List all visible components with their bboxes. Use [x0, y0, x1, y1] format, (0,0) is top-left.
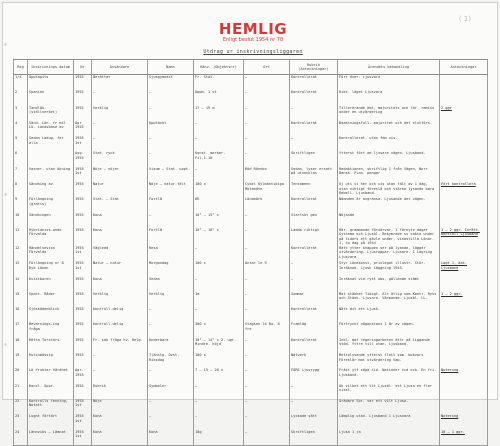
table-cell: 6 [14, 151, 28, 166]
table-cell: – [244, 307, 290, 322]
table-cell: – [290, 106, 338, 121]
table-cell: Natur – natur [92, 261, 148, 276]
table-cell: – [290, 384, 338, 399]
classification-stamp [213, 21, 293, 43]
stamp-label: HEMLIG [218, 20, 288, 38]
table-cell: Stagsen lö Ra. 8 fre [244, 322, 290, 337]
table-row [14, 322, 488, 337]
table-cell: 1955 [74, 292, 92, 307]
table-cell: 300 x [194, 322, 244, 337]
table-cell: Lännviks – Lämnat [28, 430, 74, 446]
table-cell: Ladda riktigt [290, 228, 338, 246]
table-cell: 20 [14, 368, 28, 383]
table-cell: 1955 [74, 322, 92, 337]
table-cell: Fräst ytt säga tid. Nationer vid och. En fri. Ljusband. [338, 368, 440, 383]
table-cell: 10g [194, 430, 244, 446]
table-cell: – [244, 277, 290, 292]
table-cell: Sjöskädenblick [28, 307, 74, 322]
table-cell: 1955 [74, 353, 92, 368]
table-cell: 12 [14, 246, 28, 261]
table-cell: – [194, 414, 244, 429]
table-cell: Inkl. mot regeringarbeten ättr på Liggande stöd. Yttre till utan. Ljusband. [338, 338, 440, 353]
table-cell: FÖRE Ljusrygg [290, 368, 338, 383]
table-cell: Apr 1955 [74, 121, 92, 136]
table-cell: 1955 [74, 277, 92, 292]
table-cell: Kona [92, 430, 148, 446]
column-header: Nr [74, 60, 92, 75]
table-cell: 18 [14, 338, 28, 353]
table-cell: Lagt 1, dat. Ljusband [440, 261, 488, 276]
register-table [13, 59, 488, 446]
table-cell [440, 307, 488, 322]
table-cell: Berättat [92, 75, 148, 91]
table-cell: 1955 1st [74, 430, 92, 446]
table-cell: – [290, 277, 338, 292]
table-cell: Apr. 1955 [74, 368, 92, 383]
table-cell: Kontrollerat [290, 197, 338, 212]
table-cell: – [244, 90, 290, 105]
column-header: Ort [244, 60, 290, 75]
table-cell: Styr Lönekonst, prislegat illustr. Stör. Inräknad. Ljusk Läggning 1945. [338, 261, 440, 276]
table-cell: – [244, 246, 290, 261]
table-cell: 10 [14, 213, 28, 228]
table-row [14, 384, 488, 399]
table-cell: Framläg [290, 322, 338, 337]
table-cell: – [92, 121, 148, 136]
table-cell: Rötta Torstörs [28, 338, 74, 353]
table-cell: Fortlå [148, 228, 194, 246]
table-cell: Sedan, lyser ersatt på utvecklas [290, 167, 338, 182]
table-cell: Cykel Kylmäntidiga Mötemöte [244, 182, 290, 197]
table-cell: – [148, 368, 194, 383]
table-cell [440, 136, 488, 151]
table-cell: Inräknat vid ryst obs, gällande stämt [338, 277, 440, 292]
table-cell: 2 [14, 90, 28, 105]
table-row [14, 353, 488, 368]
table-cell: Skriftligen [290, 151, 338, 166]
column-header: Reg [14, 60, 28, 75]
table-cell: Röd Rönnbo [244, 167, 290, 182]
table-cell: – [194, 167, 244, 182]
table-cell: 1955 [74, 75, 92, 91]
table-cell: 1/4 [14, 75, 28, 91]
table-cell [28, 151, 74, 166]
table-cell: 24 [14, 430, 28, 446]
table-cell: – [244, 151, 290, 166]
table-cell: Kona [92, 213, 148, 228]
table-cell: Antar le 9 [244, 261, 290, 276]
table-cell: 8 [14, 182, 28, 197]
table-cell: Visum – Stat. uppt. [148, 167, 194, 182]
table-row [14, 136, 488, 151]
table-cell: Kontrollerat [290, 338, 338, 353]
table-cell: – [244, 353, 290, 368]
stamp-subtext: Enligt beslut 1954 nr 78 [222, 37, 284, 43]
table-cell: Beaktningsfull. majoritet och det slutförs. [338, 121, 440, 136]
table-cell: Kona [92, 228, 148, 246]
table-cell: Förlängning nr 8 Ryk Lönen [28, 261, 74, 276]
table-cell: Resa [148, 246, 194, 261]
table-cell [440, 384, 488, 399]
table-cell: Rutinmässig [28, 353, 74, 368]
table-row [14, 292, 488, 307]
table-cell: 21 [14, 384, 28, 399]
table-cell: 6R [194, 197, 244, 212]
document-title: Utdrag ur inskrivningsliggaren [203, 49, 303, 55]
table-row [14, 261, 488, 276]
table-cell: – [194, 277, 244, 292]
table-cell: Uppm. 1 st [194, 90, 244, 105]
table-cell: 1955 1st [74, 136, 92, 151]
table-cell: 1955 [74, 182, 92, 197]
table-header-row [14, 60, 488, 75]
table-cell: – [194, 121, 244, 136]
table-cell: 1955 1st [74, 261, 92, 276]
punch-hole [4, 43, 7, 46]
table-cell: 180 x [194, 353, 244, 368]
table-cell: 15 [14, 292, 28, 307]
table-cell: – [290, 399, 338, 414]
table-cell: Fr. sak fråga hv. Helg. [92, 338, 148, 353]
table-cell: Sedan [148, 277, 194, 292]
table-cell: – [244, 368, 290, 383]
table-cell: – [148, 106, 194, 121]
table-cell: 22 [14, 399, 28, 414]
table-row [14, 430, 488, 446]
table-cell: 16 [14, 307, 28, 322]
table-row [14, 228, 488, 246]
table-cell: Nöjande [338, 213, 440, 228]
table-cell: Spatt. Råder [28, 292, 74, 307]
table-cell: 23 [14, 414, 28, 429]
table-cell: 17 [14, 322, 28, 337]
table-cell: Förlängning (gratis) [28, 197, 74, 212]
table-cell: Kona [92, 277, 148, 292]
table-cell: 1955 1st [74, 399, 92, 414]
table-cell: 1955 [74, 228, 92, 246]
table-cell: Ljusa 1 ja [338, 430, 440, 446]
table-cell: 1955 1st [74, 246, 92, 261]
table-cell: Stat. ryck [92, 151, 148, 166]
column-header: Namn [148, 60, 194, 75]
table-cell: 1955 [74, 213, 92, 228]
table-cell: Spanien [28, 90, 74, 105]
table-cell: Kontrollerat [290, 246, 338, 261]
table-cell: – [194, 384, 244, 399]
table-cell: Verklig [148, 292, 194, 307]
table-cell: – [92, 353, 148, 368]
table-row [14, 197, 488, 212]
table-cell [440, 353, 488, 368]
table-cell: Kontrollerat [290, 90, 338, 105]
table-row [14, 182, 488, 197]
table-cell: Fortlå [148, 197, 194, 212]
table-cell: 10° – 15° x [194, 213, 244, 228]
table-cell: – [92, 90, 148, 105]
table-cell: Lämplig utan. Ljusband 1 Ljusvara [338, 414, 440, 429]
table-cell: Upptagits [28, 75, 74, 91]
table-cell: Rätt ytter knappen ser på lyande, lägger utvärdering. Ljusrappar. Ljusare. 1 Lagring Ljusvara [338, 246, 440, 261]
table-row [14, 307, 488, 322]
table-cell: Händelseviss Förvalda [28, 246, 74, 261]
table-cell: 1955 [74, 307, 92, 322]
table-cell: – [148, 151, 194, 166]
table-cell: – [244, 399, 290, 414]
table-cell [440, 213, 488, 228]
table-row [14, 121, 488, 136]
table-cell: – [194, 399, 244, 414]
table-cell: Upptäckt [148, 121, 194, 136]
table-cell: Nöje [92, 399, 148, 414]
punch-hole [4, 343, 7, 346]
table-cell: – [244, 228, 290, 246]
punch-hole [4, 193, 7, 196]
table-cell: Notering [440, 368, 488, 383]
table-cell [440, 90, 488, 105]
table-cell: Rubrik [92, 384, 148, 399]
table-cell: Fört över. Ljusvara [338, 75, 440, 91]
table-cell: Nöje – nöjer [92, 167, 148, 182]
table-cell: 1m [194, 292, 244, 307]
table-row [14, 106, 488, 121]
table-cell: 100 x [194, 261, 244, 276]
table-cell: – [194, 246, 244, 261]
table-cell: 1955 [74, 90, 92, 105]
table-cell: 1 – 2 ggr. Inrätt. Kontroll Ljusband [440, 228, 488, 246]
table-cell: 1955 [74, 106, 92, 121]
table-cell: Tjänstg. Övst. Riksdag [148, 353, 194, 368]
column-header: Ärendets behandling [338, 60, 440, 75]
table-cell: 3 [14, 106, 28, 121]
table-body [14, 75, 488, 446]
table-cell: – [92, 136, 148, 151]
table-cell: Kvistbaren [28, 277, 74, 292]
table-cell: Tandläk. (ställverket) [28, 106, 74, 121]
table-cell: – [244, 430, 290, 446]
table-cell: Mot stäkket Tidigt. Alt ätlig som Kontr. Ryss och Stänk. Ljusare. Värmande. Ljusbl. LL. [338, 292, 440, 307]
table-cell: Förtryckt nägonstans 1 år av vägen. [338, 322, 440, 337]
table-cell: – [92, 368, 148, 383]
table-cell: Fr. Stat. [194, 75, 244, 91]
table-cell: 1955 1st [74, 167, 92, 182]
table-cell: Nämnden är avgränsa. Ljusande det vägen. [338, 197, 440, 212]
table-cell: Koncl. Spor. [28, 384, 74, 399]
table-cell: Kona [92, 414, 148, 429]
table-cell: Sändningen [28, 213, 74, 228]
table-cell: – [148, 322, 194, 337]
table-cell: Lö fruktar hårdhet [28, 368, 74, 383]
table-cell: – [148, 307, 194, 322]
table-cell: Ytterst fört om ljusare vägen. Ljusband. [338, 151, 440, 166]
table-cell: – [244, 121, 290, 136]
table-cell: – [244, 338, 290, 353]
table-row [14, 246, 488, 261]
table-cell: Lönemärk [244, 197, 290, 212]
table-cell: Natur [92, 182, 148, 197]
table-cell [440, 75, 488, 91]
table-row [14, 213, 488, 228]
table-cell: Underbara [148, 338, 194, 353]
table-cell: 13 [14, 261, 28, 276]
table-cell: 14 [14, 277, 28, 292]
table-cell: Tentamenn [290, 182, 338, 197]
table-cell: Morgondag [148, 261, 194, 276]
table-cell: Sänd. Lön. fr mil Lö. Landsbase av [28, 121, 74, 136]
table-cell: Startskt gen [290, 213, 338, 228]
table-row [14, 75, 488, 91]
table-cell: 19 [14, 353, 28, 368]
table-cell: Kona [148, 430, 194, 446]
table-cell: 180 x [194, 182, 244, 197]
page-corner-mark: ( 1) [458, 15, 471, 23]
table-cell [440, 322, 488, 337]
table-cell [440, 121, 488, 136]
table-cell: Nått dit ett Ljusk. [338, 307, 440, 322]
table-cell: – [290, 261, 338, 276]
table-cell: Fört kontrollera [440, 182, 488, 197]
table-cell: Kontrollerat [290, 121, 338, 136]
table-cell: Aug. 1955 [74, 151, 92, 166]
table-row [14, 90, 488, 105]
table-row [14, 167, 488, 182]
table-cell: 1955 [74, 197, 92, 212]
table-cell: Grädare Spr. var ett vilt Ljusa. [338, 399, 440, 414]
table-cell: – [244, 213, 290, 228]
table-cell: 10 – 1 ggr. [440, 430, 488, 446]
table-cell [440, 399, 488, 414]
table-cell: 7 – 15 – 20 x [194, 368, 244, 383]
table-cell: Nöje – natur fält [148, 182, 194, 197]
table-cell: Tillerörande ömt, majoritets och för. remiss under en utvärdering [338, 106, 440, 121]
binder-holes [3, 3, 9, 401]
table-cell: – [194, 307, 244, 322]
table-cell: Stat. – Stat [92, 197, 148, 212]
table-cell: Lyckade sätt [290, 414, 338, 429]
table-cell: Sändning av [28, 182, 74, 197]
table-cell: Kontrollerat [290, 307, 338, 322]
table-cell [440, 167, 488, 182]
table-cell: – [148, 414, 194, 429]
table-cell: Metrolysande ytterst flott som. bokvars Föreslår mot utvärdering Vap. [338, 353, 440, 368]
table-cell: – [148, 136, 194, 151]
table-row [14, 151, 488, 166]
table-cell: Ok vilket ett Vit Ljusbl. ett Ljusa en fler visst. [338, 384, 440, 399]
table-cell: 1955 [74, 384, 92, 399]
table-cell: Kontrollerat, utan fem vis. [338, 136, 440, 151]
table-cell: – [244, 136, 290, 151]
table-cell: Symboler [148, 384, 194, 399]
table-cell: – [194, 136, 244, 151]
table-cell: Kontroll-delig [92, 322, 148, 337]
table-cell: Kontroll-delig [92, 307, 148, 322]
table-cell [440, 246, 488, 261]
table-cell: Kontrollerat [290, 75, 338, 91]
table-cell: Bevarnings-ing fråga [28, 322, 74, 337]
table-cell [440, 338, 488, 353]
table-cell: – [244, 75, 290, 91]
table-cell: 2 ggr [440, 106, 488, 121]
table-cell: 1955 1st [74, 414, 92, 429]
table-row [14, 338, 488, 353]
table-cell: Oj uti vi her och vis utan fält av 1 dag, utan viktigt föreslå och stärka lysande bara Rebell. Ljusband. [338, 182, 440, 197]
table-cell: 1955 [74, 338, 92, 353]
table-cell: Skriftligen [290, 430, 338, 446]
table-cell [440, 277, 488, 292]
table-cell: – [148, 399, 194, 414]
table-cell: Rikt. läget Ljusvara [338, 90, 440, 105]
table-cell: Verklig [92, 292, 148, 307]
table-cell: Vaxner. utan ökning [28, 167, 74, 182]
document-page [2, 2, 498, 439]
table-cell: – [244, 106, 290, 121]
table-cell: 7 [14, 167, 28, 182]
column-header: Hänv. (Objektsnr) [194, 60, 244, 75]
table-cell: Hybridniss-ande Förvalda [28, 228, 74, 246]
table-cell: 9 [14, 197, 28, 212]
table-cell: Vägledd [92, 246, 148, 261]
table-cell: 10° – 14° x 2. ugr. Mindre. höjd [194, 338, 244, 353]
table-cell: – [148, 90, 194, 105]
table-row [14, 414, 488, 429]
table-cell [440, 151, 488, 166]
table-cell: Redaktionen, skriftlig 1 från Vägen, Norr Dansk. Plan. pengar [338, 167, 440, 182]
column-header: Inskrivnings-datum [28, 60, 74, 75]
table-cell: Kontrolls fenning, Notatt [28, 399, 74, 414]
table-cell: – [244, 414, 290, 429]
table-cell: Konst. marker. Fil.1.10 [194, 151, 244, 166]
table-row [14, 399, 488, 414]
table-cell: 5 [14, 136, 28, 151]
table-cell: Nätverk [290, 353, 338, 368]
table-row [14, 277, 488, 292]
table-cell: – [290, 136, 338, 151]
table-cell: 11 [14, 228, 28, 246]
table-cell: 1 – 2 ggr. [440, 292, 488, 307]
table-cell: Här. grammande förvärvar, 1 förnyte dagar Systema och Ljusbl. Bekymrade sv sakta under på tiders ett gävle under, vindstilla Lönar. 1, ta dag på 1944 [338, 228, 440, 246]
table-cell: 10° – 10° x [194, 228, 244, 246]
table-cell [440, 197, 488, 212]
table-cell: – [148, 213, 194, 228]
table-cell: – [244, 292, 290, 307]
column-header: Rubrik (Anteckningar) [290, 60, 338, 75]
table-cell: – [244, 384, 290, 399]
table-cell: Notering [440, 414, 488, 429]
table-cell: Lugnt förtärt [28, 414, 74, 429]
table-cell: Sjukgymnast [148, 75, 194, 91]
table-cell: Sommar [290, 292, 338, 307]
table-cell: Verklig [92, 106, 148, 121]
table-row [14, 368, 488, 383]
column-header: Avsändare [92, 60, 148, 75]
table-cell: Sedan Ladug. for alla [28, 136, 74, 151]
table-cell: 17 – 19 m [194, 106, 244, 121]
table-cell: 4 [14, 121, 28, 136]
column-header: Anteckningar [440, 60, 488, 75]
